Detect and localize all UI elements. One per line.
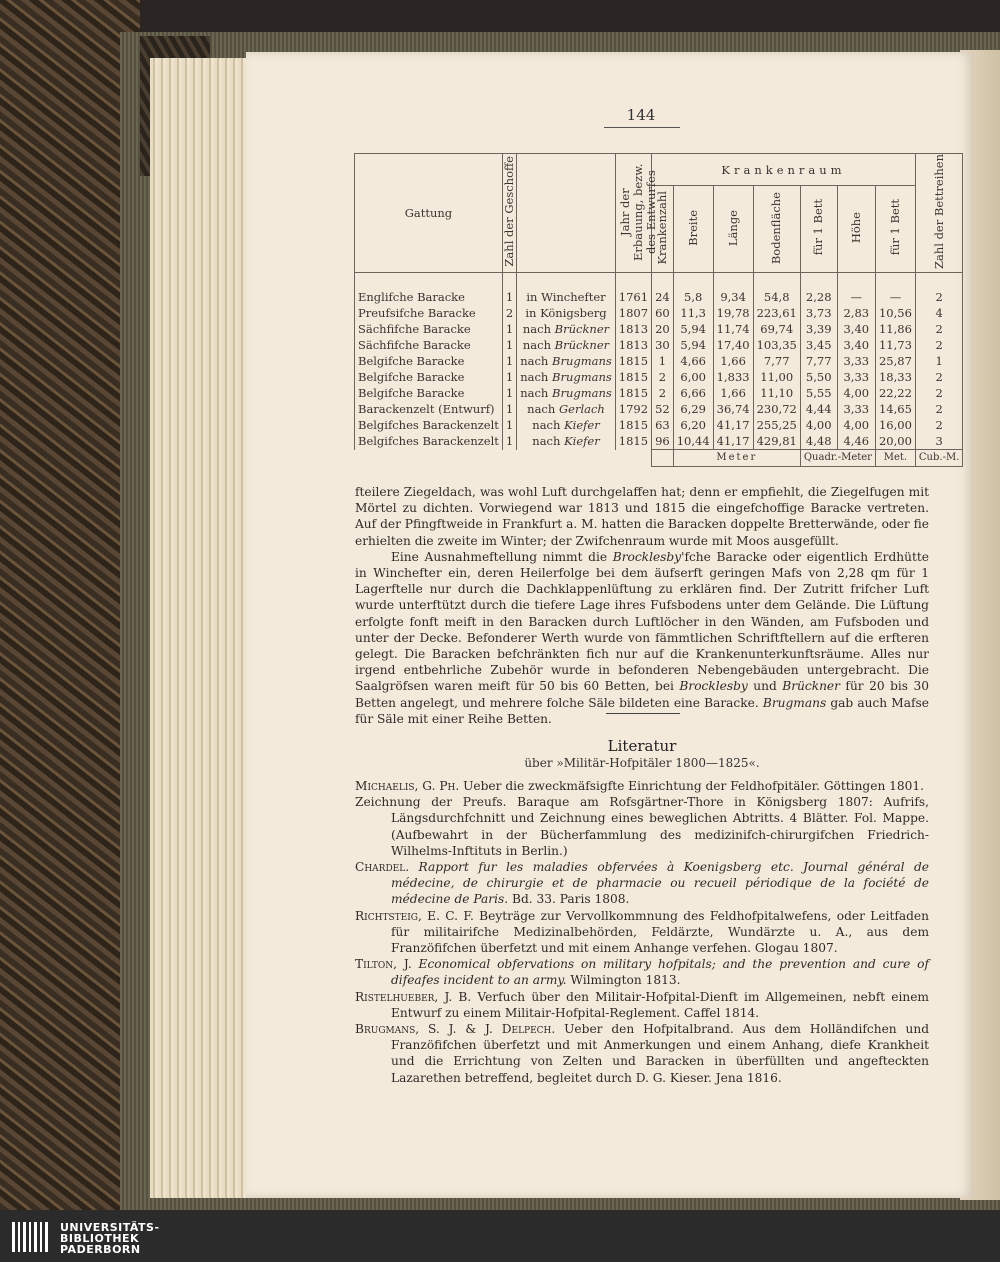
reference-item: Brugmans, S. J. & J. Delpech. Ueber den Hofpitalbrand. Aus dem Holländifchen und Franzöfifchen überfetzt und mit Anmerkungen und einem Anhang, diefe Krankheit und die Errichtung von Zelten und Baracken in überfüllten und angefteckten Lazarethen betreffend, begleitet durch D. G. Kieser. Jena 1816. <box>355 1022 930 1085</box>
cell-krankenzahl: 1 <box>652 353 674 369</box>
cell-hoehe: 3,33 <box>837 401 875 417</box>
cell-krankenzahl: 2 <box>652 385 674 401</box>
cell-hoehe: 3,33 <box>837 369 875 385</box>
header-krankenraum: Krankenraum <box>652 154 916 186</box>
cell-jahr: 1815 <box>615 417 651 433</box>
cell-bett: 2,28 <box>800 289 837 305</box>
cell-gattung: Belgifche Baracke <box>355 385 503 401</box>
reference-item: Michaelis, G. Ph. Ueber die zweckmäfsigfte Einrichtung der Feldhofpitäler. Göttingen 1801. <box>355 779 925 793</box>
book-spine <box>0 0 140 1210</box>
cell-bett: 3,73 <box>800 305 837 321</box>
cell-ort: nach Kiefer <box>517 417 616 433</box>
cell-gattung: Sächfifche Baracke <box>355 337 503 353</box>
cell-ort: nach Gerlach <box>517 401 616 417</box>
cell-bett: 3,45 <box>800 337 837 353</box>
cell-gattung: Barackenzelt (Entwurf) <box>355 401 503 417</box>
cell-reihen: 2 <box>915 369 962 385</box>
cell-jahr: 1815 <box>615 369 651 385</box>
cell-ort: nach Brückner <box>517 337 616 353</box>
table-row <box>355 305 963 321</box>
cell-jahr: 1761 <box>615 289 651 305</box>
cell-breite: 10,44 <box>673 433 713 450</box>
reference-item: Ristelhueber, J. B. Verfuch über den Militair-Hofpital-Dienft im Allgemeinen, nebft einem Entwurf zu einem Militair-Hofpital-Reglement. Caffel 1814. <box>355 989 929 1020</box>
header-fuer-bett: für 1 Bett <box>800 186 837 273</box>
page-number: 144 <box>626 106 656 124</box>
cell-flaeche: 255,25 <box>753 417 800 433</box>
cell-jahr: 1813 <box>615 337 651 353</box>
cell-breite: 6,66 <box>673 385 713 401</box>
cell-gattung: Belgifches Barackenzelt <box>355 417 503 433</box>
cell-bett: 4,48 <box>800 433 837 450</box>
cell-ort: nach Kiefer <box>517 433 616 450</box>
cell-gattung: Englifche Baracke <box>355 289 503 305</box>
cell-breite: 11,3 <box>673 305 713 321</box>
cell-flaeche: 223,61 <box>753 305 800 321</box>
cell-breite: 5,94 <box>673 321 713 337</box>
cell-geschosse: 1 <box>502 289 516 305</box>
header-breite: Breite <box>673 186 713 273</box>
cell-bett: 5,50 <box>800 369 837 385</box>
literatur-subtitle: über »Militär-Hofpitäler 1800—1825«. <box>524 756 760 770</box>
cell-reihen: 2 <box>915 385 962 401</box>
header-bettreihen: Zahl der Bettreihen <box>915 154 962 273</box>
reference-item: Tilton, J. Economical obfervations on military hofpitals; and the prevention and cure of difeafes incident to an army. Wilmington 1813. <box>355 957 929 988</box>
page-number-rule <box>604 127 680 128</box>
unit-quadr: Quadr.-Meter <box>800 450 875 467</box>
cell-hoehe: 3,33 <box>837 353 875 369</box>
cell-flaeche: 69,74 <box>753 321 800 337</box>
library-logo-icon <box>12 1222 50 1252</box>
cell-flaeche: 11,00 <box>753 369 800 385</box>
header-fuer-bett-2: für 1 Bett <box>875 186 915 273</box>
header-jahr: Jahr der Erbauung, bezw. des Entwurfes <box>615 154 651 273</box>
cell-bett2: — <box>875 289 915 305</box>
cell-bett2: 11,73 <box>875 337 915 353</box>
cell-geschosse: 1 <box>502 401 516 417</box>
cell-krankenzahl: 52 <box>652 401 674 417</box>
cell-laenge: 41,17 <box>713 417 753 433</box>
cell-geschosse: 1 <box>502 433 516 450</box>
cell-krankenzahl: 96 <box>652 433 674 450</box>
table-row <box>355 289 963 305</box>
cell-breite: 5,94 <box>673 337 713 353</box>
cell-jahr: 1815 <box>615 385 651 401</box>
cell-hoehe: 2,83 <box>837 305 875 321</box>
cell-bett: 4,44 <box>800 401 837 417</box>
unit-meter: Meter <box>673 450 800 467</box>
library-name: UNIVERSITÄTS- BIBLIOTHEK PADERBORN <box>60 1221 160 1256</box>
cell-gattung: Belgifches Barackenzelt <box>355 433 503 450</box>
library-footer <box>0 1210 1000 1262</box>
cell-breite: 5,8 <box>673 289 713 305</box>
cell-reihen: 2 <box>915 401 962 417</box>
cell-geschosse: 1 <box>502 369 516 385</box>
cell-ort: nach Brugmans <box>517 353 616 369</box>
table-row <box>355 433 963 450</box>
cell-geschosse: 2 <box>502 305 516 321</box>
page-edges <box>150 58 250 1198</box>
reference-item: Chardel. Rapport fur les maladies obfervées à Koenigsberg etc. Journal général de médecine, de chirurgie et de pharmacie ou recueil périodique de la fociété de médecine de Paris. Bd. 33. Paris 1808. <box>355 860 929 907</box>
table-row <box>355 369 963 385</box>
header-krankenzahl: Krankenzahl <box>652 186 674 273</box>
cell-laenge: 1,66 <box>713 385 753 401</box>
cell-bett: 7,77 <box>800 353 837 369</box>
cell-jahr: 1815 <box>615 353 651 369</box>
cell-krankenzahl: 20 <box>652 321 674 337</box>
cell-jahr: 1813 <box>615 321 651 337</box>
cell-krankenzahl: 60 <box>652 305 674 321</box>
cell-hoehe: — <box>837 289 875 305</box>
cell-bett2: 14,65 <box>875 401 915 417</box>
header-laenge: Länge <box>713 186 753 273</box>
cell-gattung: Belgifche Baracke <box>355 369 503 385</box>
paragraph-2: Eine Ausnahmeftellung nimmt die Brocklesby'fche Baracke oder eigentlich Erdhütte in Winchefter ein, deren Heilerfolge bei dem äufserft geringen Mafs von 2,28 qm für 1 Lagerftelle nur durch die Dachklappenlüftung zu erklären find. Der Zutritt frifcher Luft wurde unterftützt durch die tiefere Lage ihres Fufsbodens unter dem Gelände. Die Lüftung erfolgte fonft meift in den Baracken durch Luftlöcher in den Wänden, am Fufsboden und unter der Decke. Befonderer Werth wurde von fämmtlichen Schriftftellern auf die erfteren gelegt. Die Baracken befchränkten fich nur auf die Krankenunterkunftsräume. Alles nur irgend entbehrliche Zubehör wurde in befonderen Nebengebäuden untergebracht. Die Saalgröfsen waren meift für 50 bis 60 Betten, bei Brocklesby und Brückner für 20 bis 30 Betten angelegt, und mehrere folche Säle bildeten eine Baracke. Brugmans gab auch Mafse für Säle mit einer Reihe Betten. <box>355 549 929 726</box>
cell-breite: 6,20 <box>673 417 713 433</box>
cell-bett: 5,55 <box>800 385 837 401</box>
cell-flaeche: 54,8 <box>753 289 800 305</box>
cell-krankenzahl: 30 <box>652 337 674 353</box>
table-row <box>355 337 963 353</box>
table-row <box>355 401 963 417</box>
cell-bett2: 16,00 <box>875 417 915 433</box>
cell-laenge: 1,833 <box>713 369 753 385</box>
table-row <box>355 417 963 433</box>
cell-reihen: 2 <box>915 337 962 353</box>
cell-reihen: 2 <box>915 321 962 337</box>
cell-breite: 6,00 <box>673 369 713 385</box>
cell-krankenzahl: 63 <box>652 417 674 433</box>
cell-laenge: 41,17 <box>713 433 753 450</box>
unit-cub: Cub.-M. <box>915 450 962 467</box>
reference-item: Richtsteig, E. C. F. Beyträge zur Vervollkommnung des Feldhofpitalwefens, oder Leitfaden für militairifche Medizinalbehörden, Feldärzte, Wundärzte u. A., aus dem Franzöfifchen überfetzt und mit einem Anhange verfehen. Glogau 1807. <box>355 908 929 956</box>
cell-ort: in Königsberg <box>517 305 616 321</box>
cell-flaeche: 429,81 <box>753 433 800 450</box>
cell-bett2: 25,87 <box>875 353 915 369</box>
cell-laenge: 19,78 <box>713 305 753 321</box>
cell-bett: 4,00 <box>800 417 837 433</box>
cell-bett2: 10,56 <box>875 305 915 321</box>
cell-jahr: 1792 <box>615 401 651 417</box>
cell-geschosse: 1 <box>502 385 516 401</box>
paragraph-1: fteilere Ziegeldach, was wohl Luft durchgelaffen hat; denn er empfiehlt, die Ziegelfugen mit Mörtel zu dichten. Vorwiegend war 1813 und 1815 die eingefchoffige Baracke vertreten. Auf der Pfingftweide in Frankfurt a. M. hatten die Baracken doppelte Bretterwände, oder fie erhielten die zweite im Winter; der Zwifchenraum wurde mit Moos ausgefüllt. <box>355 485 929 548</box>
cell-hoehe: 4,00 <box>837 417 875 433</box>
cell-geschosse: 1 <box>502 337 516 353</box>
cell-jahr: 1807 <box>615 305 651 321</box>
cell-hoehe: 4,46 <box>837 433 875 450</box>
cell-reihen: 2 <box>915 289 962 305</box>
cell-laenge: 36,74 <box>713 401 753 417</box>
unit-met: Met. <box>875 450 915 467</box>
cell-bett2: 18,33 <box>875 369 915 385</box>
cell-gattung: Belgifche Baracke <box>355 353 503 369</box>
header-bodenflaeche: Bodenfläche <box>753 186 800 273</box>
cell-flaeche: 7,77 <box>753 353 800 369</box>
units-row <box>355 450 963 467</box>
literatur-references <box>355 778 929 1086</box>
cell-reihen: 3 <box>915 433 962 450</box>
cell-bett2: 22,22 <box>875 385 915 401</box>
cell-krankenzahl: 24 <box>652 289 674 305</box>
cell-laenge: 17,40 <box>713 337 753 353</box>
table-row <box>355 321 963 337</box>
cell-flaeche: 11,10 <box>753 385 800 401</box>
cell-breite: 6,29 <box>673 401 713 417</box>
header-ort <box>517 154 616 273</box>
body-text <box>355 484 929 727</box>
barracks-table <box>354 153 963 467</box>
literatur-title: Literatur <box>607 737 677 755</box>
cell-jahr: 1815 <box>615 433 651 450</box>
cell-gattung: Preufsifche Baracke <box>355 305 503 321</box>
cell-bett2: 11,86 <box>875 321 915 337</box>
cell-laenge: 11,74 <box>713 321 753 337</box>
cell-gattung: Sächfifche Baracke <box>355 321 503 337</box>
section-separator <box>606 713 680 714</box>
cell-flaeche: 230,72 <box>753 401 800 417</box>
cell-ort: nach Brugmans <box>517 385 616 401</box>
reference-item: Zeichnung der Preufs. Baraque am Rofsgärtner-Thore in Königsberg 1807: Aufrifs, Längsdurchfchnitt und Zeichnung eines beweglichen Abtritts. 4 Blätter. Fol. Mappe. (Aufbewahrt in der Bücherfammlung des medizinifch-chirurgifchen Friedrich-Wilhelms-Inftituts in Berlin.) <box>355 795 929 858</box>
cell-geschosse: 1 <box>502 353 516 369</box>
cell-reihen: 2 <box>915 417 962 433</box>
cell-ort: nach Brugmans <box>517 369 616 385</box>
table-row <box>355 353 963 369</box>
cell-geschosse: 1 <box>502 321 516 337</box>
cell-bett2: 20,00 <box>875 433 915 450</box>
cell-flaeche: 103,35 <box>753 337 800 353</box>
cell-reihen: 1 <box>915 353 962 369</box>
cell-hoehe: 3,40 <box>837 321 875 337</box>
cell-geschosse: 1 <box>502 417 516 433</box>
cell-ort: in Winchefter <box>517 289 616 305</box>
cell-reihen: 4 <box>915 305 962 321</box>
header-hoehe: Höhe <box>837 186 875 273</box>
cell-laenge: 1,66 <box>713 353 753 369</box>
cell-bett: 3,39 <box>800 321 837 337</box>
cell-ort: nach Brückner <box>517 321 616 337</box>
table-row <box>355 385 963 401</box>
cell-hoehe: 3,40 <box>837 337 875 353</box>
header-geschosse: Zahl der Geschoffe <box>502 154 516 273</box>
cell-hoehe: 4,00 <box>837 385 875 401</box>
cell-krankenzahl: 2 <box>652 369 674 385</box>
header-gattung: Gattung <box>355 154 503 273</box>
cell-breite: 4,66 <box>673 353 713 369</box>
cell-laenge: 9,34 <box>713 289 753 305</box>
